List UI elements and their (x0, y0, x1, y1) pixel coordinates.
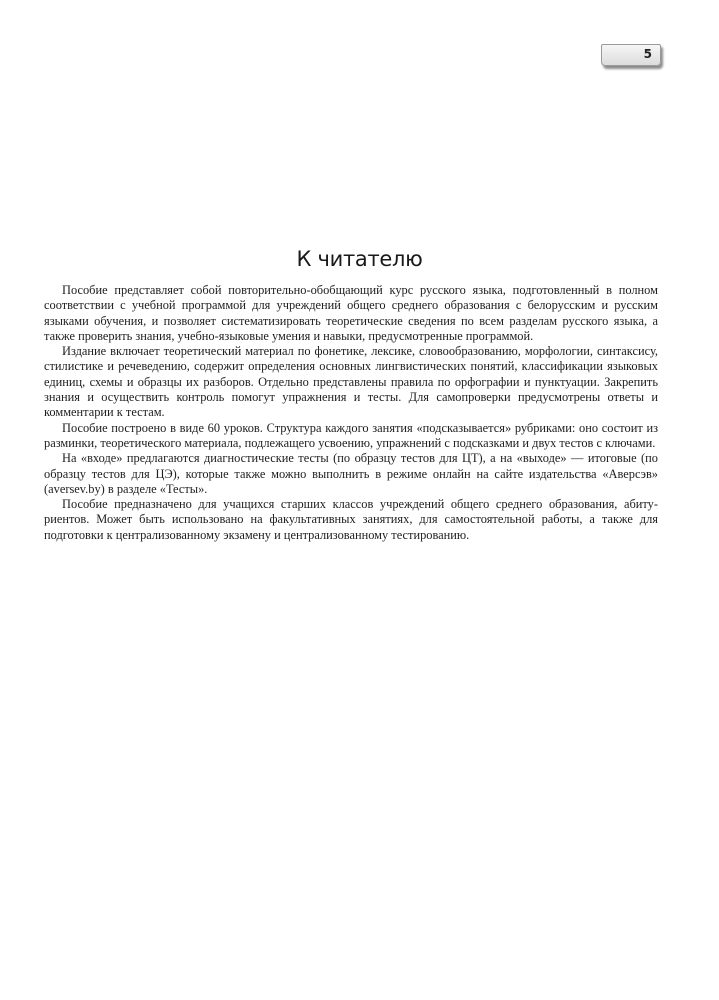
page-number: 5 (643, 47, 652, 61)
paragraph: Пособие предназначено для учащихся старших классов учреждений общего среднего образования, абитуриентов. Может быть использовано на факультативных занятиях, для самостоятельной работы, а также для подготовки к централизованному экзамену и централизованному тестированию. (44, 497, 658, 542)
page-number-tab (601, 44, 661, 66)
paragraph: Издание включает теоретический материал по фонетике, лексике, словообразованию, морфологии, синтаксису, стилистике и речеведению, содержит определения основных лингвистических понятий, классификации языковых единиц, схемы и образцы их разборов. Отдельно представлены правила по орфографии и пунктуации. Закрепить знания и осуществить контроль помогут упражнения и тесты. Для самопроверки предусмотрены ответы и комментарии к тестам. (44, 344, 658, 420)
paragraph: Пособие построено в виде 60 уроков. Структура каждого занятия «подсказывается» рубриками: оно состоит из разминки, теоретического материала, подлежащего усвоению, упражнений с подсказками и двух тестов с ключами. (44, 420, 658, 450)
paragraph: Пособие представляет собой повторительно-обобщающий курс русского языка, подготовленный в полном соответствии с учебной программой для учреждений общего среднего образования с белорусским и русским языками обучения, и позволяет систематизировать теоретические сведения по всем разделам русского языка, а также проверить знания, учебно-языковые умения и навыки, предусмотренные программой. (44, 283, 658, 343)
body-text (44, 283, 658, 543)
page-title: К читателю (296, 247, 423, 271)
paragraph: На «входе» предлагаются диагностические тесты (по образцу тестов для ЦТ), а на «выходе» — итоговые (по образцу тестов для ЦЭ), которые также можно выполнить в режиме онлайн на сайте издательства «Аверсэв» (aversev.by) в разделе «Тесты». (44, 451, 658, 496)
